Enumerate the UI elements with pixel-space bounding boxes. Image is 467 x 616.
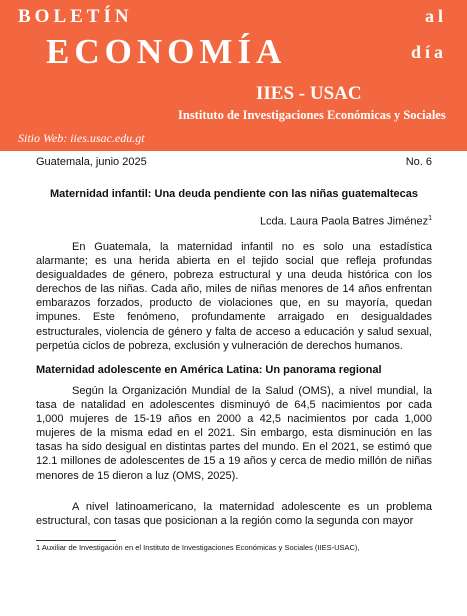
issue-meta bbox=[36, 156, 432, 168]
institute-name: Instituto de Investigaciones Económicas y Sociales bbox=[178, 108, 446, 122]
paragraph-oms-text: Según la Organización Mundial de la Salud (OMS), a nivel mundial, la tasa de natalidad en adolescentes disminuyó de 64,5 nacimientos por cada 1,000 mujeres de 15-19 años en 2000 a 42,5 nacimientos por cada 1,000 mujeres de la misma edad en el 2021. Sin embargo, esta disminución en las tasas ha sido desigual en distintas partes del mundo. En el 2021, se estimó que 12.1 millones de adolescentes de 15 a 19 años y cerca de medio millón de niñas menores de 15 dieron a luz (OMS, 2025). bbox=[36, 385, 432, 482]
article-author bbox=[36, 215, 432, 228]
paragraph-latam bbox=[36, 500, 432, 528]
issue-date: Guatemala, junio 2025 bbox=[36, 156, 147, 168]
article-title: Maternidad infantil: Una deuda pendiente con las niñas guatemaltecas bbox=[50, 188, 418, 200]
footnote: 1 Auxiliar de Investigación en el Instituto de Investigaciones Económicas y Sociales (IIES-USAC), bbox=[36, 543, 360, 552]
al-wordmark: al bbox=[424, 6, 447, 26]
author-name: Lcda. Laura Paola Batres Jiménez bbox=[259, 215, 429, 228]
paragraph-intro bbox=[36, 240, 432, 353]
dia-wordmark: día bbox=[410, 42, 447, 62]
header-banner bbox=[0, 0, 467, 151]
org-name: IIES - USAC bbox=[256, 83, 362, 104]
boletin-wordmark: BOLETÍN bbox=[18, 6, 133, 27]
footnote-divider bbox=[36, 540, 116, 541]
website-link[interactable]: Sitio Web: iies.usac.edu.gt bbox=[18, 131, 145, 145]
section-heading: Maternidad adolescente en América Latina: Un panorama regional bbox=[36, 364, 382, 376]
issue-number: No. 6 bbox=[405, 156, 432, 168]
economia-wordmark: ECONOMÍA bbox=[46, 32, 287, 71]
author-footnote-ref: 1 bbox=[428, 215, 432, 222]
paragraph-latam-text: A nivel latinoamericano, la maternidad adolescente es un problema estructural, con tasas que posicionan a la región como la segunda con mayor bbox=[36, 501, 432, 528]
paragraph-oms bbox=[36, 384, 432, 483]
paragraph-intro-text: En Guatemala, la maternidad infantil no es solo una estadística alarmante; es una herida abierta en el tejido social que refleja profundas desigualdades de género, pobreza estructural y una deuda histórica con los derechos de las niñas. Cada año, miles de niñas menores de 14 años enfrentan embarazos forzados, producto de violaciones que, en su mayoría, quedan impunes. Este fenómeno, profundamente arraigado en desigualdades estructurales, violencia de género y falta de acceso a educación y salud sexual, perpetúa ciclos de pobreza, exclusión y vulneración de derechos humanos. bbox=[36, 241, 432, 352]
